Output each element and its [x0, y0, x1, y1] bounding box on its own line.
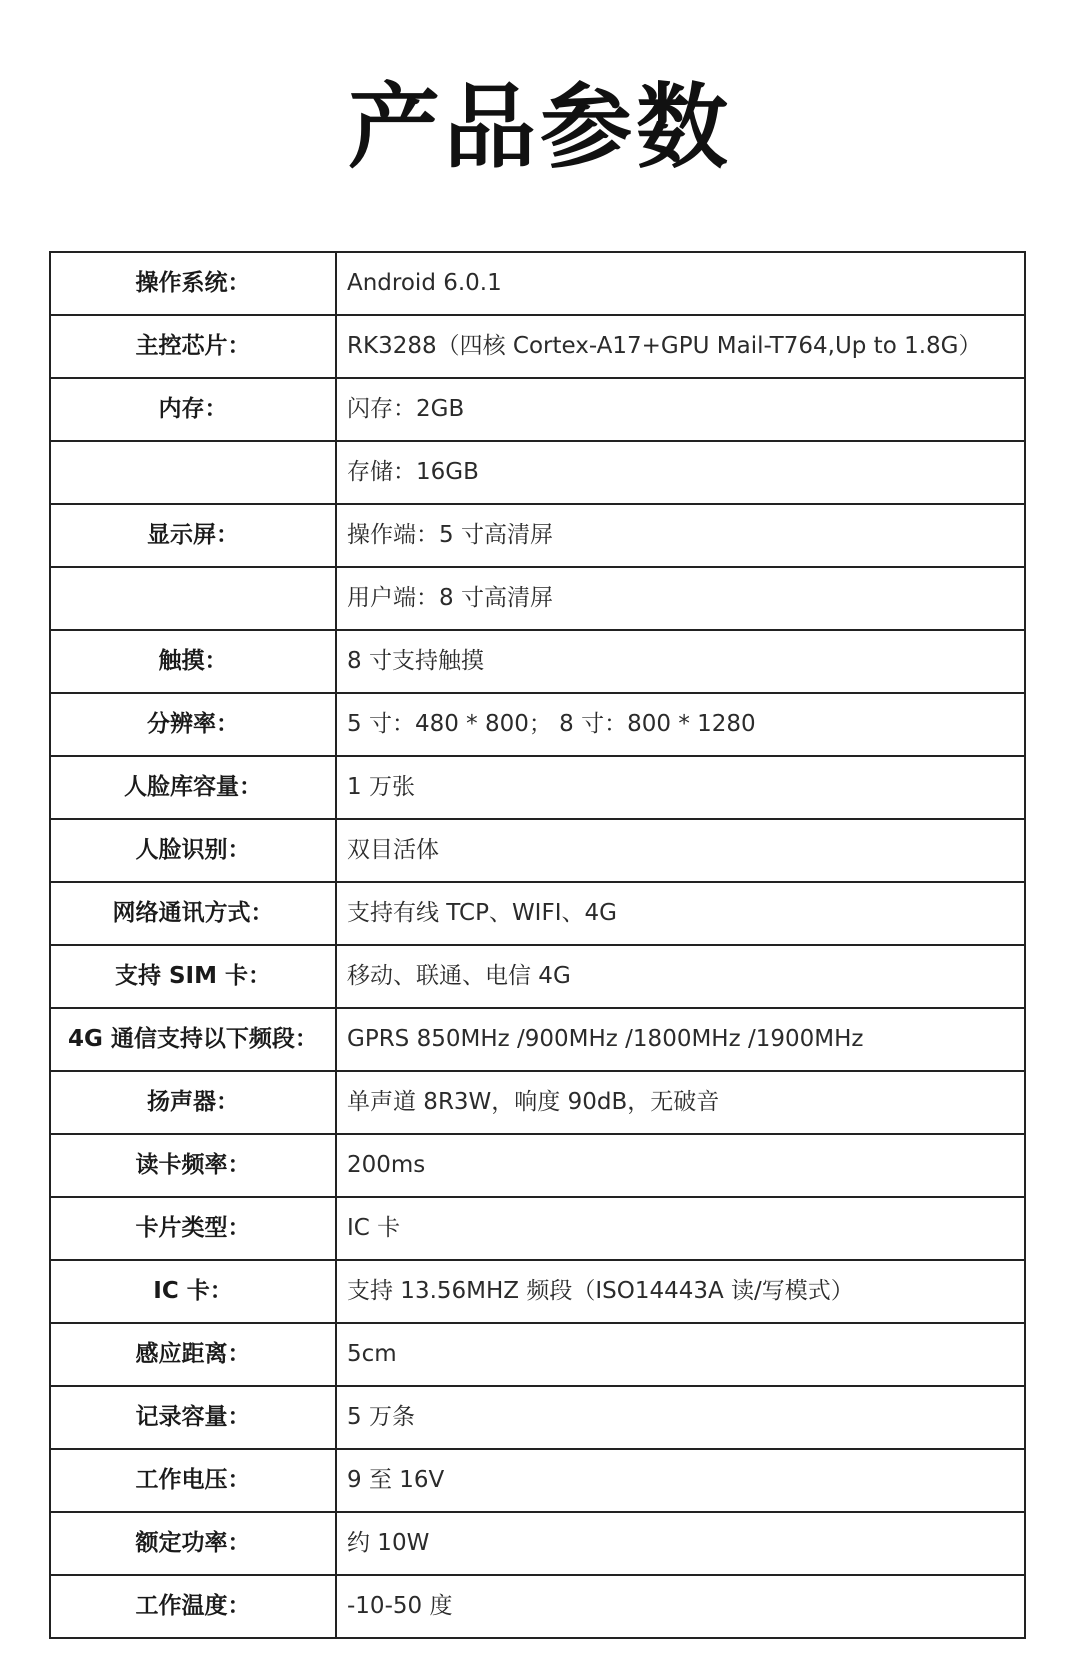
- table-row: [50, 1449, 1025, 1512]
- spec-value: 支持 13.56MHZ 频段（ISO14443A 读/写模式）: [336, 1260, 1025, 1323]
- spec-label: 4G 通信支持以下频段：: [50, 1008, 336, 1071]
- spec-label: 内存：: [50, 378, 336, 441]
- spec-table: [49, 251, 1026, 1639]
- table-row: [50, 693, 1025, 756]
- spec-value: 5 万条: [336, 1386, 1025, 1449]
- table-row: [50, 1260, 1025, 1323]
- spec-label: 读卡频率：: [50, 1134, 336, 1197]
- table-row: [50, 1071, 1025, 1134]
- spec-value: 单声道 8R3W，响度 90dB，无破音: [336, 1071, 1025, 1134]
- table-row: [50, 441, 1025, 504]
- spec-label: 显示屏：: [50, 504, 336, 567]
- spec-value: Android 6.0.1: [336, 252, 1025, 315]
- spec-value: 用户端：8 寸高清屏: [336, 567, 1025, 630]
- spec-value: 支持有线 TCP、WIFI、4G: [336, 882, 1025, 945]
- spec-label: 分辨率：: [50, 693, 336, 756]
- table-row: [50, 630, 1025, 693]
- table-row: [50, 252, 1025, 315]
- spec-value: 操作端：5 寸高清屏: [336, 504, 1025, 567]
- spec-label: 感应距离：: [50, 1323, 336, 1386]
- spec-label: 主控芯片：: [50, 315, 336, 378]
- spec-label: 网络通讯方式：: [50, 882, 336, 945]
- spec-value: 200ms: [336, 1134, 1025, 1197]
- spec-value: 5cm: [336, 1323, 1025, 1386]
- spec-value: 1 万张: [336, 756, 1025, 819]
- spec-label: 记录容量：: [50, 1386, 336, 1449]
- spec-label: 触摸：: [50, 630, 336, 693]
- table-row: [50, 1575, 1025, 1638]
- table-row: [50, 1134, 1025, 1197]
- table-row: [50, 1323, 1025, 1386]
- spec-value: 存储：16GB: [336, 441, 1025, 504]
- spec-label: IC 卡：: [50, 1260, 336, 1323]
- spec-label: 人脸识别：: [50, 819, 336, 882]
- spec-label: [50, 567, 336, 630]
- spec-value: 5 寸：480 * 800； 8 寸：800 * 1280: [336, 693, 1025, 756]
- table-row: [50, 1197, 1025, 1260]
- spec-label: 人脸库容量：: [50, 756, 336, 819]
- spec-label: 工作温度：: [50, 1575, 336, 1638]
- spec-label: 卡片类型：: [50, 1197, 336, 1260]
- spec-value: 移动、联通、电信 4G: [336, 945, 1025, 1008]
- table-row: [50, 1512, 1025, 1575]
- table-row: [50, 882, 1025, 945]
- spec-value: 双目活体: [336, 819, 1025, 882]
- table-row: [50, 756, 1025, 819]
- spec-value: -10-50 度: [336, 1575, 1025, 1638]
- spec-label: 扬声器：: [50, 1071, 336, 1134]
- table-row: [50, 504, 1025, 567]
- spec-label: 额定功率：: [50, 1512, 336, 1575]
- page-title: 产品参数: [347, 74, 732, 181]
- spec-value: RK3288（四核 Cortex-A17+GPU Mail-T764,Up to 1.8G）: [336, 315, 1025, 378]
- spec-label: 支持 SIM 卡：: [50, 945, 336, 1008]
- spec-value: 约 10W: [336, 1512, 1025, 1575]
- table-row: [50, 315, 1025, 378]
- spec-value: IC 卡: [336, 1197, 1025, 1260]
- spec-label: 工作电压：: [50, 1449, 336, 1512]
- table-row: [50, 945, 1025, 1008]
- spec-value: GPRS 850MHz /900MHz /1800MHz /1900MHz: [336, 1008, 1025, 1071]
- table-row: [50, 1008, 1025, 1071]
- table-row: [50, 378, 1025, 441]
- table-row: [50, 1386, 1025, 1449]
- spec-label: 操作系统：: [50, 252, 336, 315]
- spec-value: 9 至 16V: [336, 1449, 1025, 1512]
- spec-value: 8 寸支持触摸: [336, 630, 1025, 693]
- table-row: [50, 819, 1025, 882]
- spec-label: [50, 441, 336, 504]
- table-row: [50, 567, 1025, 630]
- spec-value: 闪存：2GB: [336, 378, 1025, 441]
